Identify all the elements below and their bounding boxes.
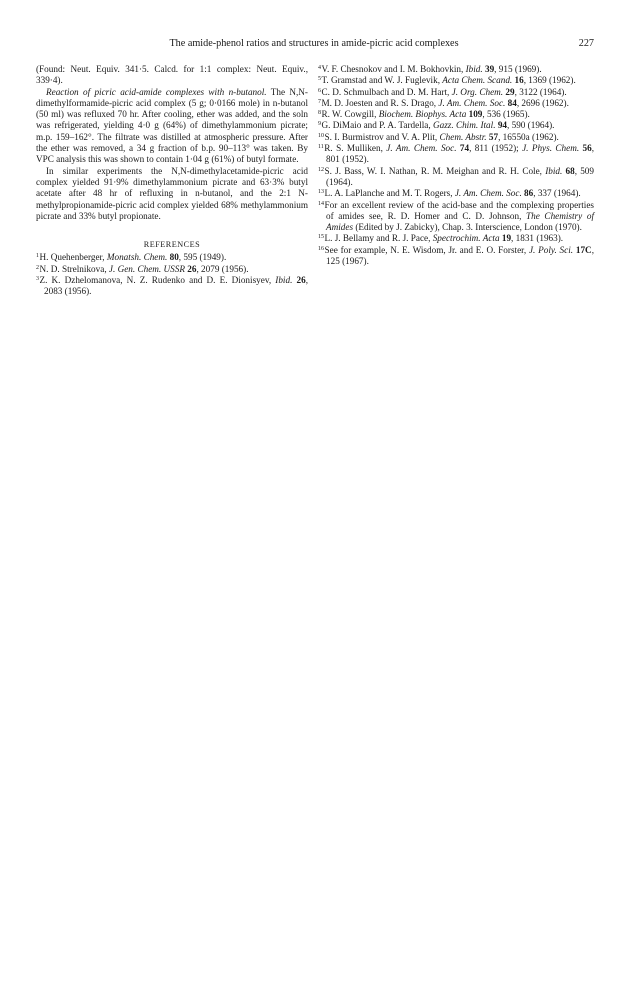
reference-number: 7 xyxy=(318,98,321,105)
left-column xyxy=(36,64,308,298)
reference-volume: 26 xyxy=(184,263,197,274)
reference-volume: 16 xyxy=(512,75,524,86)
reference-journal: J. Poly. Sci. xyxy=(528,244,574,255)
reference-authors: See for example, N. E. Wisdom, Jr. and E. O. Forster, xyxy=(324,244,529,255)
page-header xyxy=(34,38,594,54)
reference-item xyxy=(36,252,308,263)
reference-journal: J. Phys. Chem. xyxy=(522,143,580,154)
reference-volume: 94 xyxy=(495,120,507,131)
reference-number: 13 xyxy=(318,189,324,196)
reference-volume: 39 xyxy=(482,64,495,74)
butanol-reaction-paragraph xyxy=(36,87,308,166)
reference-pages-year: , 2696 (1962). xyxy=(516,97,569,108)
reference-number: 15 xyxy=(318,234,324,241)
reference-journal: Spectrochim. Acta xyxy=(432,233,500,244)
reference-pages-year: , 509 (1964). xyxy=(326,165,594,187)
reference-number: 2 xyxy=(36,264,39,271)
reference-journal: J. Am. Chem. Soc. xyxy=(386,143,457,154)
reference-volume: 109 xyxy=(466,109,483,120)
reference-authors: R. S. Mulliken, xyxy=(324,143,387,154)
reference-volume: 68 xyxy=(562,165,575,176)
reference-volume: 80 xyxy=(167,252,179,263)
reference-item xyxy=(318,166,594,189)
reference-number: 5 xyxy=(318,76,321,83)
reference-number: 10 xyxy=(318,132,324,139)
reference-pages-year: , 595 (1949). xyxy=(178,252,227,263)
reference-item xyxy=(318,75,594,86)
reference-list-right xyxy=(318,64,594,267)
reference-list-left xyxy=(36,252,308,297)
reference-pages-year: , 801 (1952). xyxy=(326,143,595,165)
reference-item xyxy=(318,245,594,268)
reference-journal: Monatsh. Chem. xyxy=(106,252,168,263)
reference-journal: Ibid. xyxy=(545,165,563,176)
reference-volume: 86 xyxy=(521,188,534,199)
reference-item xyxy=(318,87,594,98)
reference-volume: 26 xyxy=(292,275,306,286)
reference-journal: Biochem. Biophys. Acta xyxy=(378,109,467,120)
section-body: The N,N-dimethylformamide-picric acid complex (5 g; 0·0166 mole) in n-butanol (50 ml) was refluxed 70 hr. After cooling, ether was added, and the soln was refrigerated, yielding 4·0 g (64%) of dimethylammonium picrate; m.p. 159–162°. The filtrate was distilled at atmospheric pressure. After the ether was removed, a 34 g fraction of b.p. 90–113° was taken. By VPC analysis this was shown to contain 1·04 g (61%) of butyl formate. xyxy=(36,86,308,165)
reference-journal: The Chemistry of Amides xyxy=(326,210,594,233)
reference-authors: L. J. Bellamy and R. J. Pace, xyxy=(324,233,433,244)
reference-pages-year: , 125 (1967). xyxy=(326,244,594,267)
reference-pages-year: , 536 (1965). xyxy=(482,109,530,120)
reference-journal: J. Org. Chem. xyxy=(451,86,504,97)
reference-pages-year: , 2083 (1956). xyxy=(44,275,309,297)
reference-item xyxy=(318,143,594,166)
reference-pages-year: (Edited by J. Zabicky), Chap. 3. Interscience, London (1970). xyxy=(353,222,582,233)
reference-authors: R. W. Cowgill, xyxy=(321,109,379,120)
reference-item xyxy=(318,98,594,109)
reference-authors: S. J. Bass, W. I. Nathan, R. M. Meighan and R. H. Cole, xyxy=(324,165,546,176)
section-title: Reaction of picric acid-amide complexes with n-butanol. xyxy=(46,86,267,97)
reference-journal: J. Am. Chem. Soc. xyxy=(454,188,522,199)
reference-journal: J. Am. Chem. Soc. xyxy=(438,97,506,108)
reference-item xyxy=(36,275,308,298)
reference-number: 12 xyxy=(318,166,324,173)
reference-pages-year: , 16550a (1962). xyxy=(498,131,559,142)
running-title: The amide-phenol ratios and structures in amide-picric acid complexes xyxy=(169,38,459,49)
reference-item xyxy=(318,200,594,234)
reference-pages-year: , 915 (1969). xyxy=(494,64,542,74)
reference-number: 11 xyxy=(318,144,324,151)
reference-volume: 56 xyxy=(579,143,592,154)
reference-pages-year: , 1369 (1962). xyxy=(523,75,576,86)
reference-journal: Gazz. Chim. Ital. xyxy=(432,120,496,131)
found-analysis-line: (Found: Neut. Equiv. 341·5. Calcd. for 1:1 complex: Neut. Equiv., 339·4). xyxy=(36,64,308,86)
reference-item xyxy=(318,120,594,131)
reference-number: 16 xyxy=(318,245,324,252)
reference-authors: M. D. Joesten and R. S. Drago, xyxy=(321,97,439,108)
reference-authors: For an excellent review of the acid-base and the complexing properties of amides see, R. D. Homer and C. D. Johnson, xyxy=(324,199,594,221)
reference-item xyxy=(318,64,594,75)
reference-authors: N. D. Strelnikova, xyxy=(39,263,109,274)
reference-volume: 19 xyxy=(499,233,512,244)
reference-authors: S. I. Burmistrov and V. A. Plit, xyxy=(324,131,440,142)
reference-authors: H. Quehenberger, xyxy=(39,252,107,263)
references-heading: REFERENCES xyxy=(143,240,201,250)
reference-journal: Chem. Abstr. xyxy=(439,131,487,142)
reference-item xyxy=(318,132,594,143)
reference-authors: G. DiMaio and P. A. Tardella, xyxy=(321,120,433,131)
page-number: 227 xyxy=(578,38,594,49)
reference-volume: 57 xyxy=(486,131,499,142)
reference-authors: V. F. Chesnokov and I. M. Bokhovkin, xyxy=(321,64,466,74)
reference-volume: 74 xyxy=(456,143,470,154)
reference-number: 1 xyxy=(36,253,39,260)
reference-journal: Acta Chem. Scand. xyxy=(442,75,513,86)
reference-number: 9 xyxy=(318,121,321,128)
reference-volume: 29 xyxy=(503,86,515,97)
reference-item xyxy=(36,264,308,275)
reference-journal: J. Gen. Chem. USSR xyxy=(108,263,185,274)
reference-authors: Z. K. Dzhelomanova, N. Z. Rudenko and D. E. Dionisyev, xyxy=(39,275,276,286)
reference-pages-year: , 337 (1964). xyxy=(533,188,581,199)
reference-pages-year: , 590 (1964). xyxy=(507,120,555,131)
reference-authors: T. Gramstad and W. J. Fuglevik, xyxy=(321,75,443,86)
similar-experiments-paragraph: In similar experiments the N,N-dimethylacetamide-picric acid complex yielded 91·9% dimethylammonium picrate and 63·3% butyl acetate after 48 hr of refluxing in n-butanol, and the 2:1 N-methylpropionamide-picric acid complex yielded 68% methylammonium picrate and 33% butyl propionate. xyxy=(36,165,308,221)
reference-pages-year: , 811 (1952); xyxy=(469,143,523,154)
reference-item xyxy=(318,233,594,244)
reference-pages-year: , 3122 (1964). xyxy=(514,86,567,97)
reference-item xyxy=(318,109,594,120)
reference-authors: C. D. Schmulbach and D. M. Hart, xyxy=(321,86,452,97)
reference-pages-year: , 2079 (1956). xyxy=(196,263,249,274)
reference-journal: Ibid. xyxy=(465,64,483,74)
reference-authors: L. A. LaPlanche and M. T. Rogers, xyxy=(324,188,455,199)
reference-journal: Ibid. xyxy=(275,275,293,286)
reference-number: 8 xyxy=(318,110,321,117)
reference-pages-year: , 1831 (1963). xyxy=(511,233,564,244)
reference-item xyxy=(318,188,594,199)
reference-number: 3 xyxy=(36,276,39,283)
reference-number: 14 xyxy=(318,200,324,207)
reference-number: 6 xyxy=(318,87,321,94)
reference-number: 4 xyxy=(318,65,321,71)
right-column xyxy=(318,64,594,267)
reference-volume: 17C xyxy=(573,244,592,255)
reference-volume: 84 xyxy=(505,97,517,108)
